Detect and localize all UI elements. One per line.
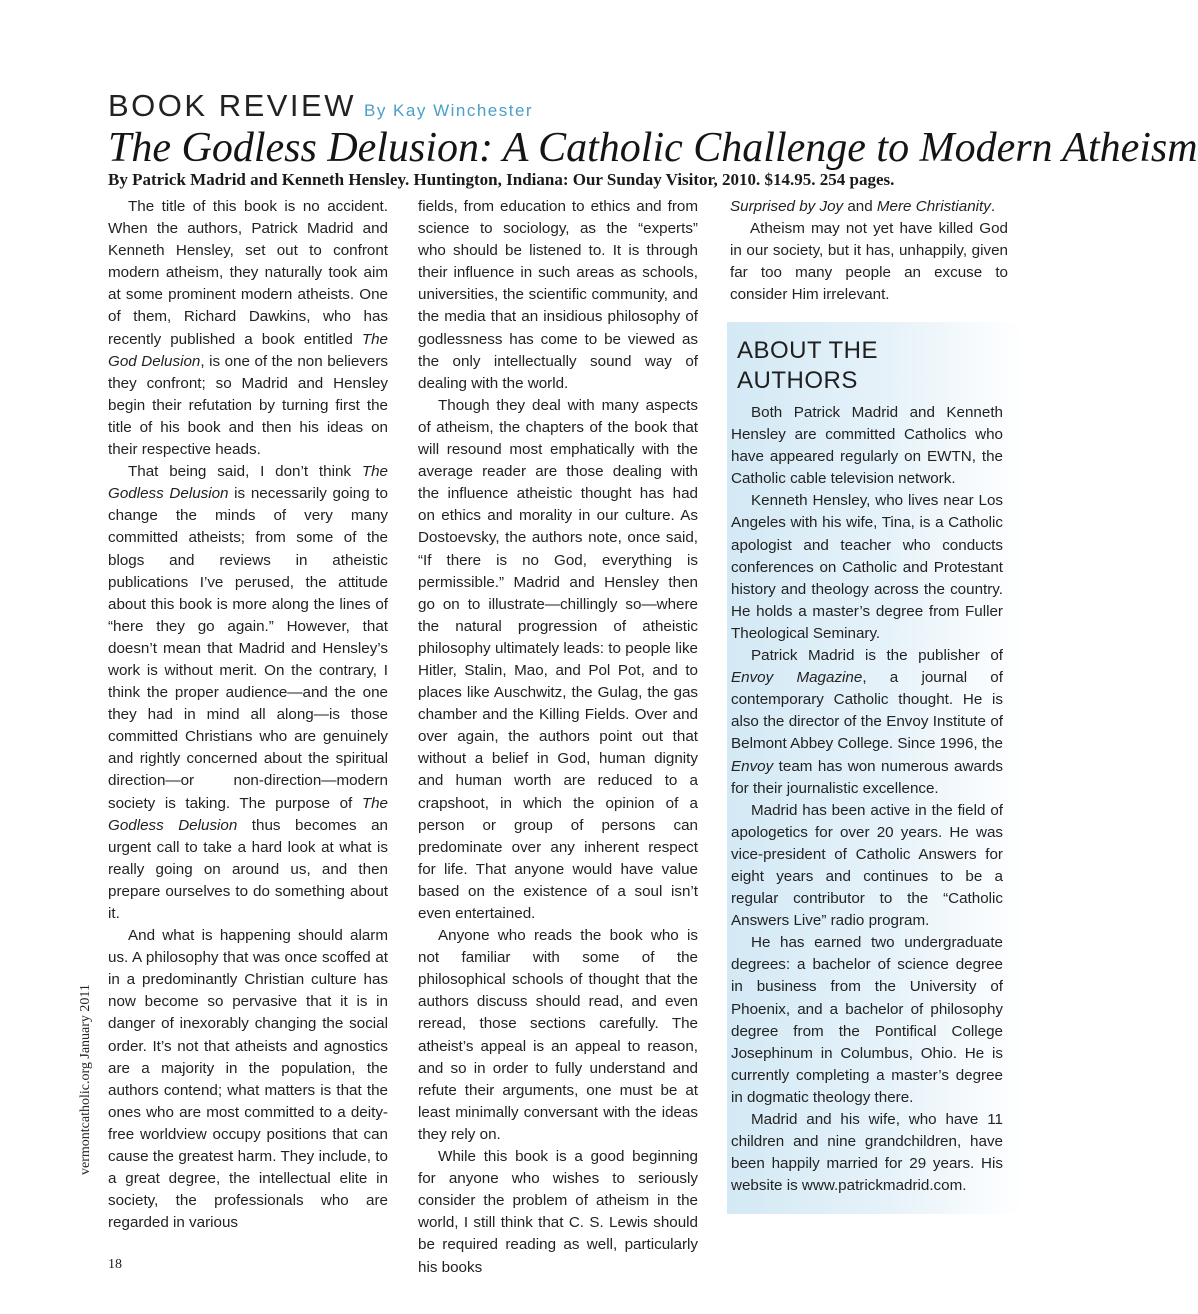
book-byline: By Patrick Madrid and Kenneth Hensley. Huntington, Indiana: Our Sunday Visitor, 2010. $14.95. 254 pages. <box>108 170 895 189</box>
article-column-3 <box>730 196 1008 306</box>
paragraph: And what is happening should alarm us. A philosophy that was once scoffed at in a predominantly Christian culture has now become so pervasive that it is in danger of inexorably changing the social order. It’s not that atheists and agnostics are a majority in the population, the authors contend; what matters is that the ones who are most committed to a deity-free worldview occupy positions that can cause the greatest harm. They include, to a great degree, the intellectual elite in society, the professionals who are regarded in various <box>108 927 388 1232</box>
paragraph: That being said, I don’t think The Godless Delusion is necessarily going to change the minds of very many committed atheists; from some of the blogs and reviews in atheistic publications I’ve perused, the attitude about this book is more along the lines of “here they go again.” However, that doesn’t mean that Madrid and Hensley’s work is without merit. On the contrary, I think the proper audience—and the one they had in mind all along—is those committed Christians who are genuinely and rightly concerned about the spiritual direction—or non-direction—modern society is taking. The purpose of The Godless Delusion thus becomes an urgent call to take a hard look at what is really going on around us, and then prepare ourselves to do something about it. <box>108 463 389 922</box>
about-authors-sidebar <box>727 322 1023 1214</box>
paragraph: Though they deal with many aspects of atheism, the chapters of the book that will resound most emphatically with the average reader are those dealing with the influence atheistic thought has had on ethics and morality in our culture. As Dostoevsky, the authors note, once said, “If there is no God, everything is permissible.” Madrid and Hensley then go on to illustrate—chillingly so—where the natural progression of atheistic philosophy ultimately leads: to people like Hitler, Stalin, Mao, and Pol Pot, and to places like Auschwitz, the Gulag, the gas chamber and the Killing Fields. Over and over again, the authors point out that without a belief in God, human dignity and human worth are reduced to a crapshoot, in which the opinion of a person or group of persons can predominate over any inherent respect for life. That anyone would have value based on the existence of a soul isn’t even entertained. <box>418 396 698 922</box>
paragraph: Madrid has been active in the field of apologetics for over 20 years. He was vice-president of Catholic Answers for eight years and continues to be a regular contributor to the “Catholic Answers Live” radio program. <box>731 801 1003 930</box>
paragraph: Both Patrick Madrid and Kenneth Hensley are committed Catholics who have appeared regularly on EWTN, the Catholic cable television network. <box>731 404 1003 488</box>
paragraph: Madrid and his wife, who have 11 children and nine grandchildren, have been happily married for 29 years. His website is www.patrickmadrid.com. <box>731 1111 1003 1195</box>
page-number: 18 <box>108 1257 122 1272</box>
article-column-1 <box>108 196 388 1234</box>
paragraph: Kenneth Hensley, who lives near Los Angeles with his wife, Tina, is a Catholic apologist and teacher who conducts conferences on Catholic and Protestant history and theology across the country. He holds a master’s degree from Fuller Theological Seminary. <box>731 492 1003 642</box>
article-column-2 <box>418 196 698 1279</box>
paragraph: While this book is a good beginning for anyone who wishes to seriously consider the problem of atheism in the world, I still think that C. S. Lewis should be required reading as well, particularly his books <box>418 1148 698 1276</box>
paragraph: Patrick Madrid is the publisher of Envoy Magazine, a journal of contemporary Catholic thought. He is also the director of the Envoy Institute of Belmont Abbey College. Since 1996, the Envoy team has won numerous awards for their journalistic excellence. <box>731 647 1003 797</box>
vertical-footer: vermontcatholic.org January 2011 <box>78 984 93 1175</box>
paragraph: Atheism may not yet have killed God in our society, but it has, unhappily, given far too many people an excuse to consider Him irrelevant. <box>730 220 1008 304</box>
section-kicker <box>108 88 533 124</box>
paragraph: fields, from education to ethics and from science to sociology, as the “experts” who should be listened to. It is through their influence in such areas as schools, universities, the scientific community, and the media that an insidious philosophy of godlessness has come to be viewed as the only intellectually sound way of dealing with the world. <box>418 198 698 392</box>
section-label: BOOK REVIEW <box>108 88 356 123</box>
sidebar-heading: ABOUT THE AUTHORS <box>737 337 878 394</box>
paragraph: Anyone who reads the book who is not familiar with some of the philosophical schools of thought that the authors discuss should read, and even reread, those sections carefully. The atheist’s appeal is an appeal to reason, and so in order to fully understand and refute their arguments, one must be at least minimally conversant with the ideas they rely on. <box>418 927 698 1143</box>
paragraph: The title of this book is no accident. When the authors, Patrick Madrid and Kenneth Hensley, set out to confront modern atheism, they naturally took aim at some prominent modern atheists. One of them, Richard Dawkins, who has recently published a book entitled The God Delusion, is one of the non believers they confront; so Madrid and Hensley begin their refutation by turning first the title of his book and then his ideas on their respective heads. <box>108 198 388 459</box>
book-title: The Godless Delusion: A Catholic Challenge to Modern Atheism <box>108 125 1198 171</box>
paragraph: He has earned two undergraduate degrees: a bachelor of science degree in business from the University of Phoenix, and a bachelor of philosophy degree from the Pontifical College Josephinum in Columbus, Ohio. He is currently completing a master’s degree in dogmatic theology there. <box>731 934 1003 1106</box>
paragraph: Surprised by Joy and Mere Christianity. <box>730 198 996 215</box>
reviewer-credit: By Kay Winchester <box>363 101 534 120</box>
